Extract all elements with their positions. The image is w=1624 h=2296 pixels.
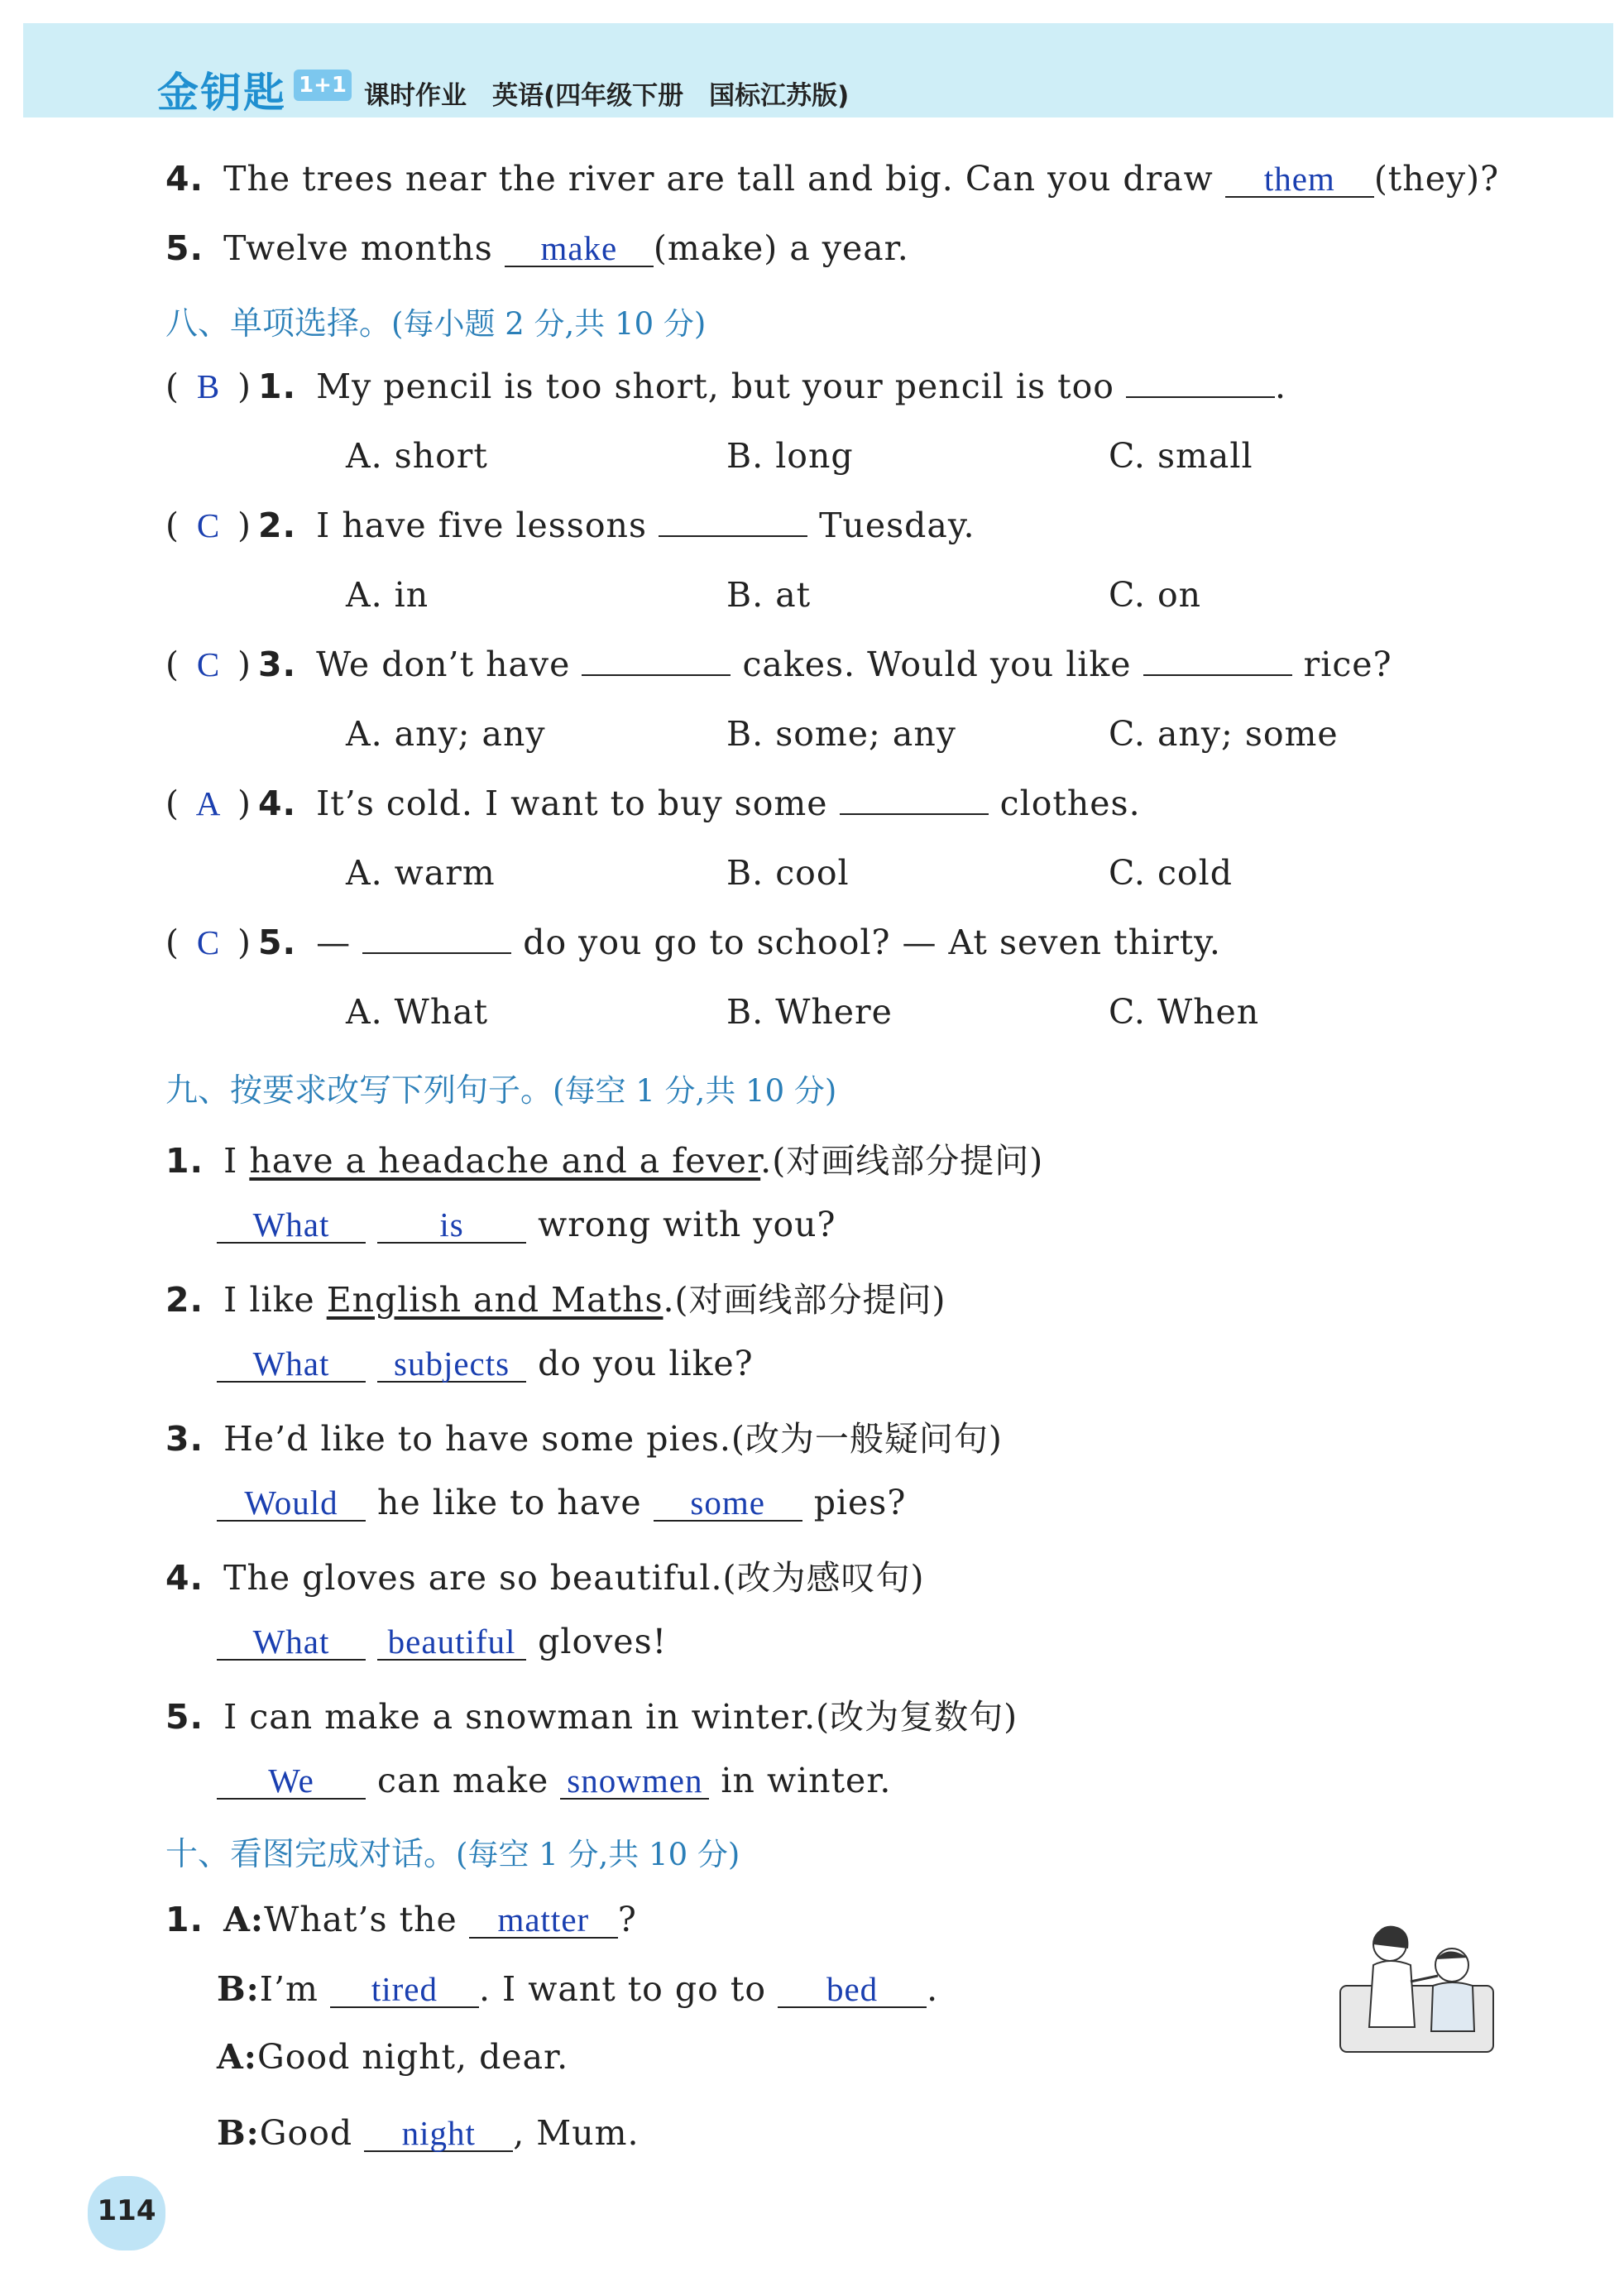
rewrite-answer-5: We can make snowmen in winter. bbox=[217, 1759, 891, 1800]
choice-question-1: ( B ) 1. My pencil is too short, but your pencil is too . bbox=[165, 367, 1287, 406]
rewrite-question-5: 5. I can make a snowman in winter.(改为复数句) bbox=[165, 1697, 1018, 1737]
dialogue-line-3: A:Good night, dear. bbox=[217, 2037, 569, 2077]
rewrite-answer-4: What beautiful gloves! bbox=[217, 1620, 667, 1661]
rewrite-question-2: 2. I like English and Maths.(对画线部分提问) bbox=[165, 1280, 946, 1320]
mother-arm bbox=[1411, 1976, 1438, 1982]
rewrite-answer-2: What subjects do you like? bbox=[217, 1342, 754, 1383]
child-body bbox=[1431, 1982, 1474, 2031]
fill-item-4: 4. The trees near the river are tall and big. Can you draw them (they)? bbox=[165, 159, 1500, 199]
header-subtitle: 课时作业 英语(四年级下册 国标江苏版) bbox=[364, 81, 850, 111]
rewrite-answer-3: Would he like to have some pies? bbox=[217, 1481, 906, 1522]
choice-question-3: ( C ) 3. We don’t have cakes. Would you like rice? bbox=[165, 645, 1392, 684]
choice-question-5: ( C ) 5. — do you go to school? — At seven thirty. bbox=[165, 923, 1221, 962]
choice-question-2: ( C ) 2. I have five lessons Tuesday. bbox=[165, 506, 975, 545]
page-number: 114 bbox=[97, 2194, 156, 2227]
mother-child-illustration bbox=[1332, 1920, 1497, 2060]
rewrite-question-3: 3. He’d like to have some pies.(改为一般疑问句) bbox=[165, 1419, 1003, 1459]
section-title-8: 八、单项选择。(每小题 2 分,共 10 分) bbox=[165, 305, 707, 343]
logo-badge: 1+1 bbox=[294, 70, 352, 101]
brand-logo: 金钥匙 bbox=[157, 69, 286, 117]
dialogue-line-1: 1. A:What’s the matter ? bbox=[165, 1900, 637, 1939]
dialogue-line-4: B:Good night , Mum. bbox=[217, 2113, 640, 2153]
fill-item-5: 5. Twelve months make (make) a year. bbox=[165, 228, 909, 268]
answer-blank: make bbox=[505, 227, 654, 267]
answer-blank: them bbox=[1225, 157, 1374, 198]
section-title-10: 十、看图完成对话。(每空 1 分,共 10 分) bbox=[165, 1836, 740, 1873]
rewrite-question-4: 4. The gloves are so beautiful.(改为感叹句) bbox=[165, 1558, 925, 1598]
rewrite-answer-1: What is wrong with you? bbox=[217, 1203, 836, 1244]
rewrite-question-1: 1. I have a headache and a fever.(对画线部分提问) bbox=[165, 1141, 1044, 1181]
dialogue-line-2: B:I’m tired . I want to go to bed . bbox=[217, 1969, 939, 2009]
choice-question-4: ( A ) 4. It’s cold. I want to buy some clothes. bbox=[165, 784, 1141, 823]
mother-body bbox=[1369, 1961, 1415, 2027]
section-title-9: 九、按要求改写下列句子。(每空 1 分,共 10 分) bbox=[165, 1072, 837, 1110]
